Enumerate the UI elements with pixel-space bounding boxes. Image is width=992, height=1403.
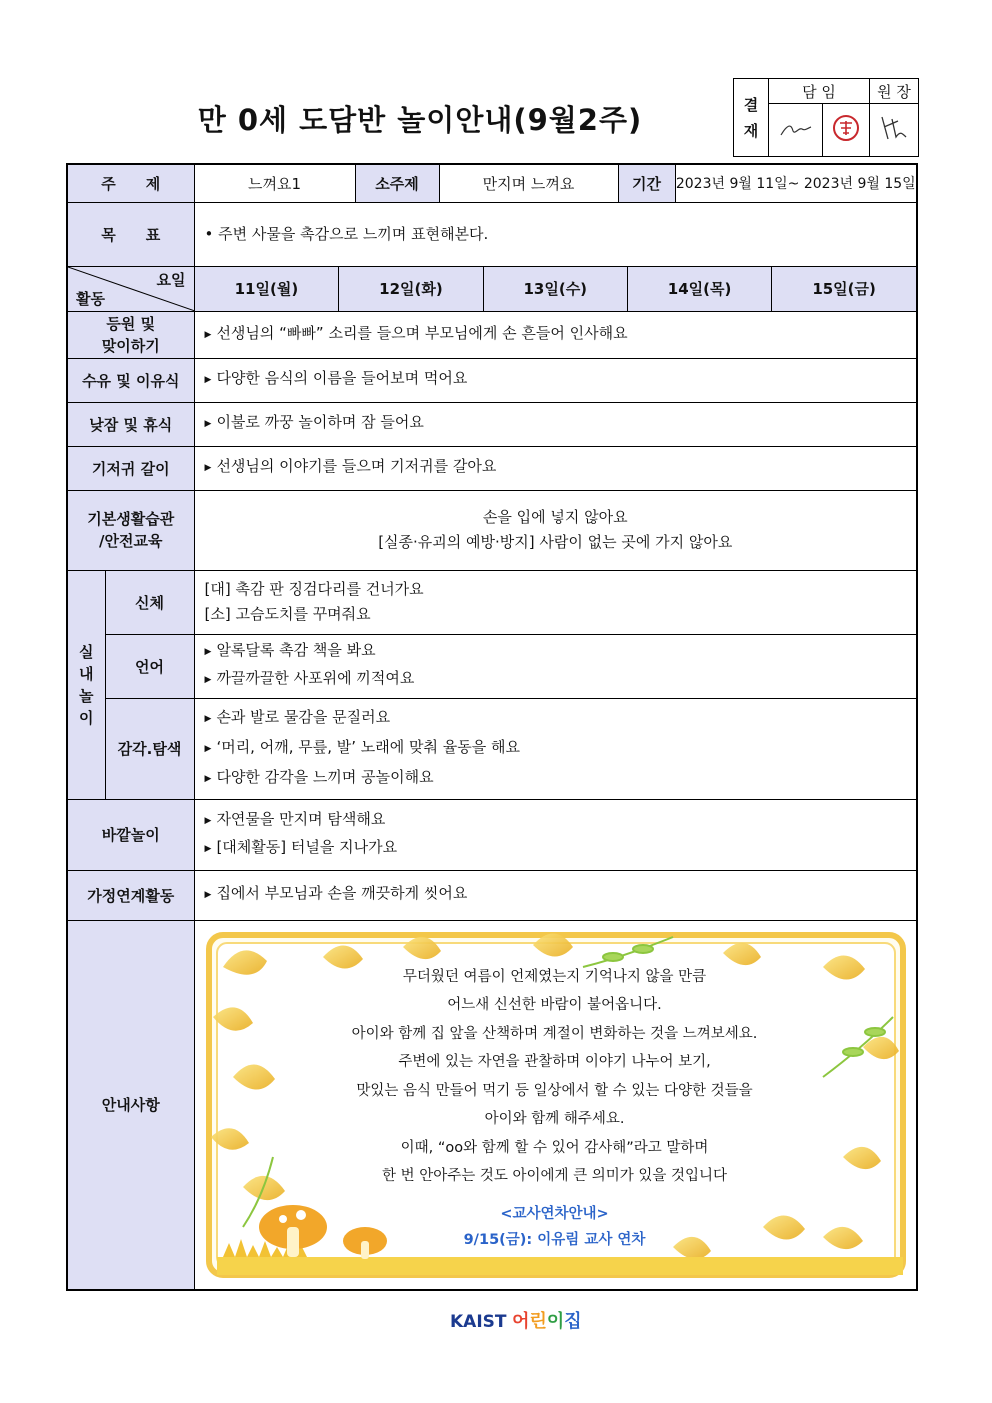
day-activity-header [67,266,194,311]
body-label: 신체 [105,570,194,634]
bullet-icon: ▶ [204,890,212,900]
outdoor-text-1: 자연물을 만지며 탐색해요 [216,809,386,828]
notice-line-5: 맛있는 음식 만들어 먹기 등 일상에서 할 수 있는 다양한 것들을 [356,1082,753,1099]
notice-line-2: 어느새 신선한 바람이 불어옵니다. [447,997,662,1013]
sensory-text-1: 손과 발로 물감을 문질러요 [216,707,391,726]
bullet-icon: ▶ [204,843,212,854]
language-label: 언어 [105,634,194,698]
bullet-icon: ▶ [204,419,212,429]
bullet-icon: ▶ [204,375,212,385]
outdoor-item-2 [205,835,917,863]
notice-label: 안내사항 [67,920,194,1290]
feeding-value [194,358,917,402]
diaper-item: 선생님의 이야기를 들으며 기저귀를 갈아요 [216,457,497,475]
notice-message [205,963,905,1191]
outdoor-label: 바깥놀이 [67,799,194,870]
notice-line-7: 이때, “oo와 함께 할 수 있어 감사해”라고 말하며 [400,1139,709,1156]
body-item-2: [소] 고슴도치를 꾸며줘요 [204,605,371,623]
body-item-1: [대] 촉감 판 징검다리를 건너가요 [204,580,424,598]
period-value: 2023년 9월 11일~ 2023년 9월 15일 [675,164,917,202]
days-header [194,266,917,311]
day-fri: 15일(금) [772,267,916,311]
goal-label: 목 표 [67,202,194,266]
body-value [194,570,917,634]
home-link-value [194,870,917,920]
notice-line-1: 무더웠던 여름이 언제였는지 기억나지 않을 만큼 [402,968,707,985]
day-thu: 14일(목) [627,267,771,311]
leave-detail: 9/15(금): 이유림 교사 연차 [463,1231,646,1248]
approval-box [733,78,919,157]
indoor-play-label: 실 내 놀 이 [67,570,105,799]
sensory-value [194,698,917,799]
bullet-icon: ▶ [204,815,212,826]
kaist-daycare-logo [450,1307,582,1333]
language-item-1 [205,638,917,666]
notice-line-8: 한 번 안아주는 것도 아이에게 큰 의미가 있을 것입니다 [382,1168,728,1184]
theme-label: 주 제 [67,164,194,202]
language-item-2 [205,666,917,694]
feeding-item: 다양한 음식의 이름을 들어보며 먹어요 [216,369,468,387]
teacher-leave-notice [205,1201,905,1253]
approval-homeroom-label: 담 임 [769,79,870,104]
logo-char-3: 이 [546,1311,565,1332]
sensory-item-3 [205,764,917,794]
notice-line-3: 아이와 함께 집 앞을 산책하며 계절이 변화하는 것을 느껴보세요. [351,1025,758,1042]
logo-char-1: 어 [512,1311,530,1332]
subtheme-label: 소주제 [355,164,439,202]
bullet-icon: ▶ [204,675,212,685]
approval-label: 결 재 [734,79,769,157]
sensory-item-2 [205,734,917,764]
language-text-1: 알록달록 촉감 책을 봐요 [216,641,376,659]
bullet-icon: ▶ [204,713,212,724]
bullet-icon: ▶ [204,647,212,657]
bullet-icon: ▶ [204,463,212,473]
outdoor-value [194,799,917,870]
page-title: 만 0세 도담반 놀이안내(9월2주) [197,103,643,137]
homeroom-signature [769,104,823,157]
logo-korean-text [512,1311,582,1332]
logo-char-2: 린 [529,1311,547,1332]
basic-line-2: [실종·유괴의 예방·방지] 사람이 없는 곳에 가지 않아요 [378,533,733,551]
leave-heading: <교사연차안내> [500,1205,609,1222]
language-value [194,634,917,698]
nap-label: 낮잠 및 휴식 [67,402,194,446]
outdoor-item-1 [205,807,917,835]
logo-kaist-text: KAIST [450,1312,507,1332]
day-label: 요일 [156,270,186,289]
approval-director-label: 원 장 [870,79,919,104]
subtheme-value: 만지며 느껴요 [439,164,618,202]
day-tue: 12일(화) [339,267,483,311]
arrival-label: 등원 및 맞이하기 [67,311,194,358]
basic-habits-label: 기본생활습관 /안전교육 [67,490,194,570]
feeding-label: 수유 및 이유식 [67,358,194,402]
diaper-value [194,446,917,490]
diaper-label: 기저귀 갈이 [67,446,194,490]
bullet-icon: ▶ [204,743,212,754]
logo-char-4: 집 [564,1311,582,1332]
activity-label: 활동 [76,289,105,308]
day-mon: 11일(월) [195,267,339,311]
basic-habits-value [194,490,917,570]
sensory-text-2: ‘머리, 어깨, 무릎, 발’ 노래에 맞춰 율동을 해요 [216,737,520,756]
bullet-icon: ▶ [204,773,212,784]
arrival-item: 선생님의 “빠빠” 소리를 들으며 부모님에게 손 흔들어 인사해요 [216,323,628,342]
sensory-item-1 [205,704,917,734]
goal-value: • 주변 사물을 촉감으로 느끼며 표현해본다. [194,202,917,266]
outdoor-text-2: [대체활동] 터널을 지나가요 [216,837,398,856]
home-link-label: 가정연계활동 [67,870,194,920]
nap-item: 이불로 까꿍 놀이하며 잠 들어요 [216,413,424,431]
bullet-icon: ▶ [204,329,212,340]
director-signature [870,104,919,157]
notice-line-4: 주변에 있는 자연을 관찰하며 이야기 나누어 보기, [398,1054,711,1070]
arrival-value [194,311,917,358]
day-wed: 13일(수) [483,267,627,311]
basic-line-1: 손을 입에 넣지 않아요 [482,508,628,526]
theme-value: 느껴요1 [194,164,355,202]
home-link-text: 집에서 부모님과 손을 깨끗하게 씻어요 [216,884,468,902]
notice-value [194,920,917,1290]
sensory-label: 감각.탐색 [105,698,194,799]
weekly-plan-table [66,163,918,1291]
nap-value [194,402,917,446]
language-text-2: 까끌까끌한 사포위에 끼적여요 [216,669,415,687]
homeroom-seal [822,104,869,157]
sensory-text-3: 다양한 감각을 느끼며 공놀이해요 [216,767,434,786]
notice-line-6: 아이와 함께 해주세요. [484,1111,625,1127]
period-label: 기간 [618,164,675,202]
